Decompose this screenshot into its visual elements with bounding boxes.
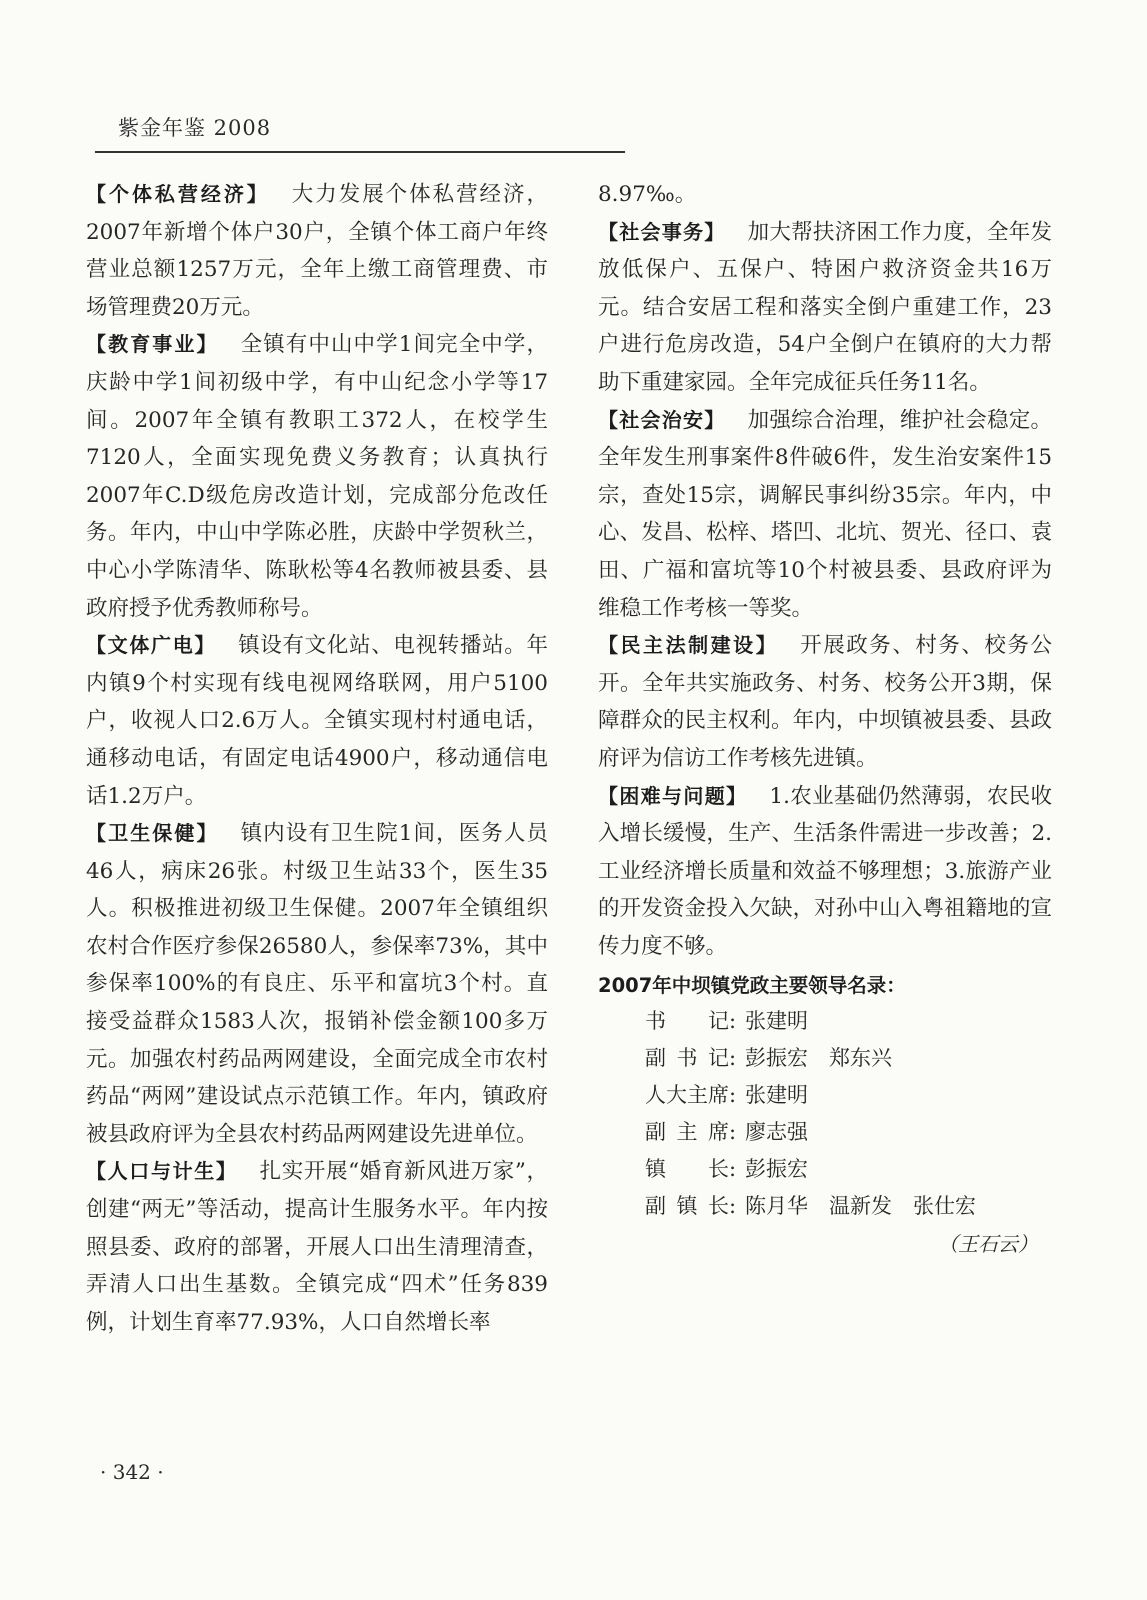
leader-names: 彭振宏 郑东兴 (745, 1046, 892, 1071)
leader-colon: : (729, 1157, 737, 1182)
leader-title: 副主席 (645, 1120, 729, 1145)
section-heading: 【民主法制建设】 (598, 633, 779, 658)
section-health (86, 815, 548, 1153)
leaders-list-title: 2007年中坝镇党政主要领导名录： (598, 974, 906, 998)
left-column (86, 176, 548, 1341)
section-education (86, 326, 548, 627)
running-title: 紫金年鉴 2008 (118, 116, 272, 140)
continuation-text: 8.97‰。 (598, 182, 697, 207)
section-difficulties (598, 778, 1052, 966)
section-heading: 【社会事务】 (598, 219, 726, 244)
leader-title: 镇长 (645, 1157, 729, 1182)
leader-names: 陈月华 温新发 张仕宏 (745, 1194, 976, 1219)
leader-colon: : (729, 1120, 737, 1145)
leader-colon: : (729, 1009, 737, 1034)
leader-row (598, 1188, 1052, 1225)
leader-row (598, 1040, 1052, 1077)
page-number: · 342 · (100, 1460, 164, 1484)
leader-names: 廖志强 (745, 1120, 808, 1145)
section-body: 镇设有文化站、电视转播站。年内镇9个村实现有线电视网络联网，用户5100户，收视人口2.6万人。全镇实现村村通电话，通移动电话，有固定电话4900户，移动通信电话1.2万户。 (86, 633, 548, 809)
section-population (86, 1153, 548, 1341)
leader-title: 副书记 (645, 1046, 729, 1071)
section-culture-broadcast (86, 627, 548, 815)
leader-row (598, 1077, 1052, 1114)
section-public-security (598, 402, 1052, 628)
section-heading: 【文体广电】 (86, 633, 217, 658)
section-heading: 【社会治安】 (598, 407, 726, 432)
section-body: 全镇有中山中学1间完全中学，庆龄中学1间初级中学，有中山纪念小学等17间。2007年全镇有教职工372人，在校学生7120人，全面实现免费义务教育；认真执行2007年C.D级危房改造计划，完成部分危改任务。年内，中山中学陈必胜，庆龄中学贺秋兰，中心小学陈清华、陈耿松等4名教师被县委、县政府授予优秀教师称号。 (86, 332, 548, 621)
leader-title: 书记 (645, 1009, 729, 1034)
leader-title: 人大主席 (645, 1083, 729, 1108)
section-democracy-law (598, 627, 1052, 777)
author-credit: （王石云） (938, 1232, 1038, 1257)
leader-names: 张建明 (745, 1083, 808, 1108)
header-rule (95, 151, 625, 153)
leader-row (598, 1114, 1052, 1151)
section-heading: 【人口与计生】 (86, 1159, 238, 1184)
section-body: 1.农业基础仍然薄弱，农民收入增长缓慢，生产、生活条件需进一步改善；2.工业经济增长质量和效益不够理想；3.旅游产业的开发资金投入欠缺，对孙中山入粤祖籍地的宣传力度不够。 (598, 783, 1053, 959)
section-private-economy (86, 176, 548, 326)
section-social-affairs (598, 214, 1052, 402)
section-heading: 【困难与问题】 (598, 783, 748, 808)
leader-colon: : (729, 1083, 737, 1108)
leader-row (598, 1003, 1052, 1040)
section-body: 扎实开展“婚育新风进万家”，创建“两无”等活动，提高计生服务水平。年内按照县委、政府的部署，开展人口出生清理清查，弄清人口出生基数。全镇完成“四术”任务839例，计划生育率77.93%，人口自然增长率 (86, 1159, 549, 1335)
leader-names: 张建明 (745, 1009, 808, 1034)
leader-colon: : (729, 1194, 737, 1219)
leader-colon: : (729, 1046, 737, 1071)
leaders-list (598, 1003, 1052, 1225)
section-body: 大力发展个体私营经济，2007年新增个体户30户，全镇个体工商户年终营业总额1257万元，全年上缴工商管理费、市场管理费20万元。 (86, 182, 548, 320)
section-body: 镇内设有卫生院1间，医务人员46人，病床26张。村级卫生站33个，医生35人。积极推进初级卫生保健。2007年全镇组织农村合作医疗参保26580人，参保率73%，其中参保率100%的有良庄、乐平和富坑3个村。直接受益群众1583人次，报销补偿金额100多万元。加强农村药品两网建设，全面完成全市农村药品“两网”建设试点示范镇工作。年内，镇政府被县政府评为全县农村药品两网建设先进单位。 (86, 821, 548, 1147)
section-body: 加强综合治理，维护社会稳定。全年发生刑事案件8件破6件，发生治安案件15宗，查处15宗，调解民事纠纷35宗。年内，中心、发昌、松梓、塔凹、北坑、贺光、径口、袁田、广福和富坑等10个村被县委、县政府评为维稳工作考核一等奖。 (598, 407, 1052, 621)
section-heading: 【个体私营经济】 (86, 182, 270, 206)
section-body: 加大帮扶济困工作力度，全年发放低保户、五保户、特困户救济资金共16万元。结合安居工程和落实全倒户重建工作，23户进行危房改造，54户全倒户在镇府的大力帮助下重建家园。全年完成征兵任务11名。 (598, 219, 1052, 395)
section-body: 开展政务、村务、校务公开。全年共实施政务、村务、校务公开3期，保障群众的民主权利。年内，中坝镇被县委、县政府评为信访工作考核先进镇。 (598, 633, 1052, 771)
section-heading: 【教育事业】 (86, 332, 219, 357)
leader-names: 彭振宏 (745, 1157, 808, 1182)
section-heading: 【卫生保健】 (86, 821, 219, 846)
right-column (598, 176, 1052, 1261)
leader-row (598, 1151, 1052, 1188)
leader-title: 副镇长 (645, 1194, 729, 1219)
